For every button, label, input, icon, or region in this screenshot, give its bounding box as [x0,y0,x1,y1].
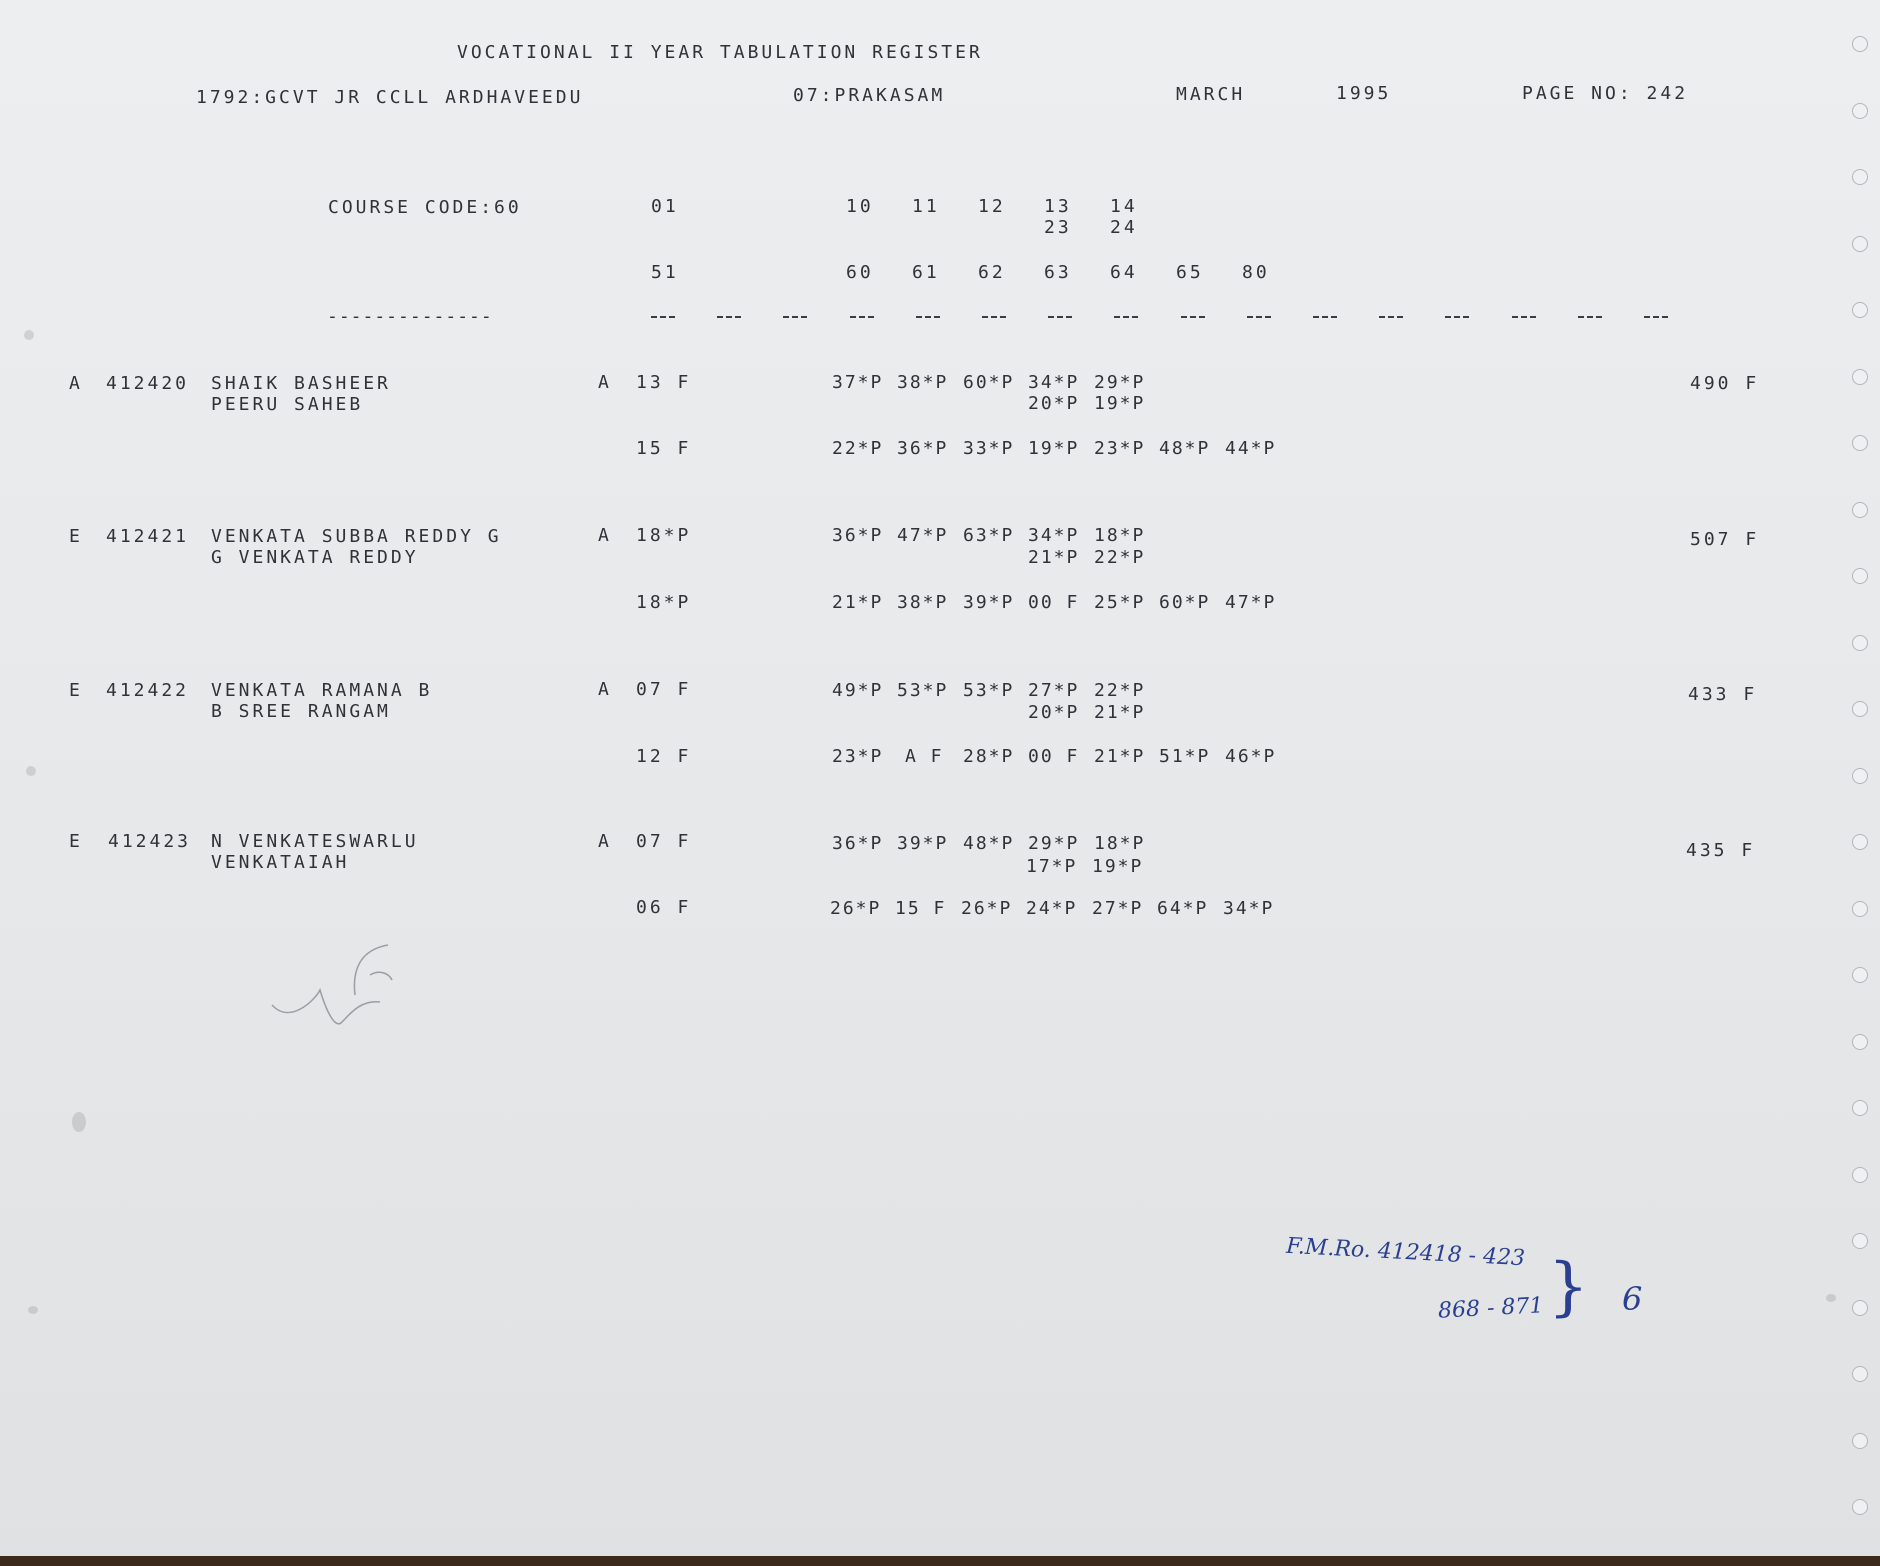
record-type: E [69,680,83,701]
mark: 00 F [1028,746,1080,767]
feed-hole [1852,967,1868,983]
exam-month: MARCH [1176,84,1246,105]
mark: 22*P [1094,680,1146,701]
mark: 36*P [832,833,884,854]
subject-code: 61 [912,262,940,283]
mark: A F [905,746,944,767]
column-dash [1181,316,1205,318]
mark: 49*P [832,680,884,701]
mark: 20*P [1028,393,1080,414]
page-number: PAGE NO: 242 [1522,83,1689,104]
subject-code: 13 [1044,196,1072,217]
first-year-mark: 07 F [636,679,692,700]
mark: 29*P [1094,372,1146,393]
mark: 00 F [1028,592,1080,613]
column-dash [1578,316,1602,318]
feed-hole [1852,768,1868,784]
mark: 34*P [1028,525,1080,546]
subject-code: 80 [1242,262,1270,283]
subject-code: 65 [1176,262,1204,283]
mark: 21*P [1094,746,1146,767]
mark: 63*P [963,525,1015,546]
mark: 36*P [897,438,949,459]
mark: 17*P [1026,856,1078,877]
parent-name: PEERU SAHEB [211,394,364,415]
feed-hole [1852,36,1868,52]
ink-smudge [1826,1294,1836,1302]
subject-code: 62 [978,262,1006,283]
column-dash [1445,316,1469,318]
subject-code: 64 [1110,262,1138,283]
subject-code: 63 [1044,262,1072,283]
district-name: 07:PRAKASAM [793,85,946,106]
parent-name: B SREE RANGAM [211,701,391,722]
student-name: SHAIK BASHEER [211,373,391,394]
mark: 21*P [832,592,884,613]
column-dash [651,316,675,318]
mark: 27*P [1092,898,1144,919]
feed-hole [1852,701,1868,717]
handwritten-count: 6 [1622,1280,1643,1318]
course-underline: -------------- [327,306,493,327]
roll-number: 412420 [106,373,190,394]
first-year-mark: 18*P [636,525,692,546]
mark: 64*P [1157,898,1209,919]
first-year-mark: 07 F [636,831,692,852]
mark: 48*P [1159,438,1211,459]
feed-hole [1852,103,1868,119]
college-name: 1792:GCVT JR CCLL ARDHAVEEDU [196,87,584,108]
first-year-mark: 13 F [636,372,692,393]
feed-hole [1852,369,1868,385]
second-year-mark: 15 F [636,438,692,459]
handwritten-roll-range: F.M.Ro. 412418 - 423 [1285,1233,1526,1272]
handwritten-brace: } [1548,1250,1589,1324]
column-dash [1313,316,1337,318]
mark: 51*P [1159,746,1211,767]
feed-hole [1852,635,1868,651]
feed-hole [1852,169,1868,185]
feed-hole [1852,435,1868,451]
column-dash [916,316,940,318]
mark: 15 F [895,898,947,919]
course-code: COURSE CODE:60 [328,197,522,218]
total-result: 433 F [1688,684,1758,705]
status-flag: A [598,679,612,700]
mark: 39*P [897,833,949,854]
subject-code: 24 [1110,217,1138,238]
record-type: A [69,373,83,394]
feed-hole [1852,1433,1868,1449]
ink-smudge [26,766,36,776]
mark: 22*P [1094,547,1146,568]
feed-hole [1852,1167,1868,1183]
feed-hole [1852,1366,1868,1382]
parent-name: VENKATAIAH [211,852,350,873]
mark: 33*P [963,438,1015,459]
column-dash [783,316,807,318]
mark: 20*P [1028,702,1080,723]
feed-hole [1852,236,1868,252]
column-dash [1379,316,1403,318]
feed-hole [1852,1233,1868,1249]
second-year-mark: 06 F [636,897,692,918]
pencil-scribble [260,930,410,1040]
mark: 28*P [963,746,1015,767]
mark: 19*P [1028,438,1080,459]
column-dash [1114,316,1138,318]
mark: 27*P [1028,680,1080,701]
mark: 24*P [1026,898,1078,919]
ink-smudge [28,1306,38,1314]
record-type: E [69,831,83,852]
parent-name: G VENKATA REDDY [211,547,419,568]
mark: 47*P [897,525,949,546]
mark: 25*P [1094,592,1146,613]
mark: 26*P [830,898,882,919]
column-dash [850,316,874,318]
mark: 38*P [897,592,949,613]
total-result: 507 F [1690,529,1760,550]
status-flag: A [598,831,612,852]
mark: 23*P [832,746,884,767]
column-dash [1048,316,1072,318]
subject-code: 01 [651,196,679,217]
subject-code: 51 [651,262,679,283]
mark: 53*P [897,680,949,701]
mark: 60*P [1159,592,1211,613]
mark: 47*P [1225,592,1277,613]
feed-hole [1852,1300,1868,1316]
mark: 37*P [832,372,884,393]
mark: 46*P [1225,746,1277,767]
tractor-feed-strip [1838,0,1880,1556]
feed-hole [1852,1100,1868,1116]
student-name: VENKATA SUBBA REDDY G [211,526,502,547]
total-result: 490 F [1690,373,1760,394]
mark: 38*P [897,372,949,393]
mark: 36*P [832,525,884,546]
feed-hole [1852,568,1868,584]
mark: 34*P [1028,372,1080,393]
mark: 19*P [1094,393,1146,414]
exam-year: 1995 [1336,83,1392,104]
feed-hole [1852,901,1868,917]
column-dash [982,316,1006,318]
mark: 26*P [961,898,1013,919]
status-flag: A [598,525,612,546]
second-year-mark: 18*P [636,592,692,613]
mark: 18*P [1094,833,1146,854]
second-year-mark: 12 F [636,746,692,767]
subject-code: 60 [846,262,874,283]
record-type: E [69,526,83,547]
mark: 60*P [963,372,1015,393]
roll-number: 412421 [106,526,190,547]
feed-hole [1852,502,1868,518]
roll-number: 412423 [108,831,192,852]
mark: 39*P [963,592,1015,613]
mark: 19*P [1092,856,1144,877]
handwritten-number-range: 868 - 871 [1437,1293,1544,1324]
mark: 21*P [1028,547,1080,568]
column-dash [1644,316,1668,318]
feed-hole [1852,1499,1868,1515]
student-name: N VENKATESWARLU [211,831,419,852]
column-dash [1512,316,1536,318]
subject-code: 12 [978,196,1006,217]
mark: 18*P [1094,525,1146,546]
subject-code: 11 [912,196,940,217]
feed-hole [1852,302,1868,318]
column-dash [717,316,741,318]
subject-code: 23 [1044,217,1072,238]
mark: 23*P [1094,438,1146,459]
feed-hole [1852,834,1868,850]
student-name: VENKATA RAMANA B [211,680,433,701]
register-title: VOCATIONAL II YEAR TABULATION REGISTER [457,42,983,63]
mark: 48*P [963,833,1015,854]
roll-number: 412422 [106,680,190,701]
ink-smudge [72,1112,86,1132]
status-flag: A [598,372,612,393]
total-result: 435 F [1686,840,1756,861]
mark: 44*P [1225,438,1277,459]
subject-code: 14 [1110,196,1138,217]
ink-smudge [24,330,34,340]
mark: 22*P [832,438,884,459]
mark: 29*P [1028,833,1080,854]
mark: 34*P [1223,898,1275,919]
feed-hole [1852,1034,1868,1050]
mark: 53*P [963,680,1015,701]
subject-code: 10 [846,196,874,217]
mark: 21*P [1094,702,1146,723]
column-dash [1247,316,1271,318]
